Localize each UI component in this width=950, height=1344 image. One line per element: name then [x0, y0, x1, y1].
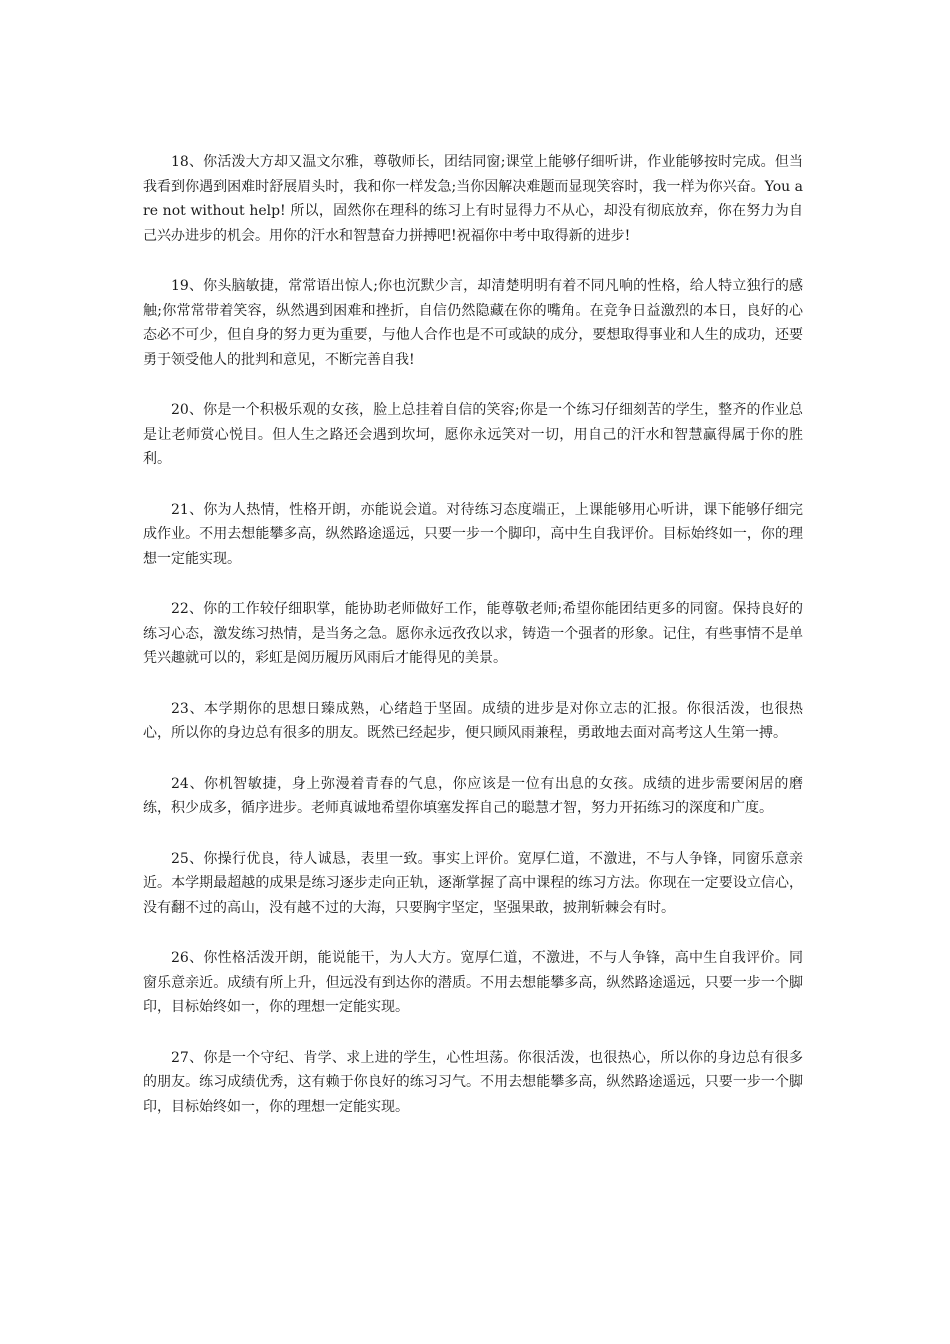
paragraph-24: 24、你机智敏捷，身上弥漫着青春的气息，你应该是一位有出息的女孩。成绩的进步需要闲居的磨练，积少成多，循序进步。老师真诚地希望你填塞发挥自己的聪慧才智，努力开拓练习的深度和广度。	[143, 775, 803, 816]
paragraph-20: 20、你是一个积极乐观的女孩，脸上总挂着自信的笑容;你是一个练习仔细刻苦的学生，整齐的作业总是让老师赏心悦目。但人生之路还会遇到坎坷，愿你永远笑对一切，用自己的汗水和智慧赢得属于你的胜利。	[143, 402, 803, 467]
paragraph-19: 19、你头脑敏捷，常常语出惊人;你也沉默少言，却清楚明明有着不同凡响的性格，给人特立独行的感触;你常常带着笑容，纵然遇到困难和挫折，自信仍然隐藏在你的嘴角。在竞争日益激烈的本日，良好的心态必不可少，但自身的努力更为重要，与他人合作也是不可或缺的成分，要想取得事业和人生的成功，还要勇于领受他人的批判和意见，不断完善自我!	[143, 278, 803, 368]
paragraph-27: 27、你是一个守纪、肯学、求上进的学生，心性坦荡。你很活泼，也很热心，所以你的身边总有很多的朋友。练习成绩优秀，这有赖于你良好的练习习气。不用去想能攀多高，纵然路途遥远，只要一步一个脚印，目标始终如一，你的理想一定能实现。	[143, 1049, 803, 1115]
paragraph-25: 25、你操行优良，待人诚恳，表里一致。事实上评价。宽厚仁道，不激进，不与人争锋，同窗乐意亲近。本学期最超越的成果是练习逐步走向正轨，逐渐掌握了高中课程的练习方法。你现在一定要设立信心，没有翻不过的高山，没有越不过的大海，只要胸宇坚定，坚强果敢，披荆斩棘会有时。	[143, 850, 803, 916]
paragraph-22: 22、你的工作较仔细职掌，能协助老师做好工作，能尊敬老师;希望你能团结更多的同窗。保持良好的练习心态，激发练习热情，是当务之急。愿你永远孜孜以求，铸造一个强者的形象。记住，有些事情不是单凭兴趣就可以的，彩虹是阅历履历风雨后才能得见的美景。	[143, 601, 803, 666]
document-body	[143, 150, 803, 1145]
paragraph-21: 21、你为人热情，性格开朗，亦能说会道。对待练习态度端正，上课能够用心听讲，课下能够仔细完成作业。不用去想能攀多高，纵然路途遥远，只要一步一个脚印，高中生自我评价。目标始终如一，你的理想一定能实现。	[143, 501, 803, 567]
paragraph-23: 23、本学期你的思想日臻成熟，心绪趋于坚固。成绩的进步是对你立志的汇报。你很活泼，也很热心，所以你的身边总有很多的朋友。既然已经起步，便只顾风雨兼程，勇敢地去面对高考这人生第一搏。	[143, 700, 803, 741]
paragraph-18: 18、你活泼大方却又温文尔雅，尊敬师长，团结同窗;课堂上能够仔细听讲，作业能够按时完成。但当我看到你遇到困难时舒展眉头时，我和你一样发急;当你因解决难题而显现笑容时，我一样为你兴奋。You are not without help! 所以，固然你在理科的练习上有时显得力不从心，却没有彻底放弃，你在努力为自己兴办进步的机会。用你的汗水和智慧奋力拼搏吧!祝福你中考中取得新的进步!	[143, 154, 803, 244]
paragraph-26: 26、你性格活泼开朗，能说能干，为人大方。宽厚仁道，不激进，不与人争锋，高中生自我评价。同窗乐意亲近。成绩有所上升，但远没有到达你的潜质。不用去想能攀多高，纵然路途遥远，只要一步一个脚印，目标始终如一，你的理想一定能实现。	[143, 950, 803, 1015]
